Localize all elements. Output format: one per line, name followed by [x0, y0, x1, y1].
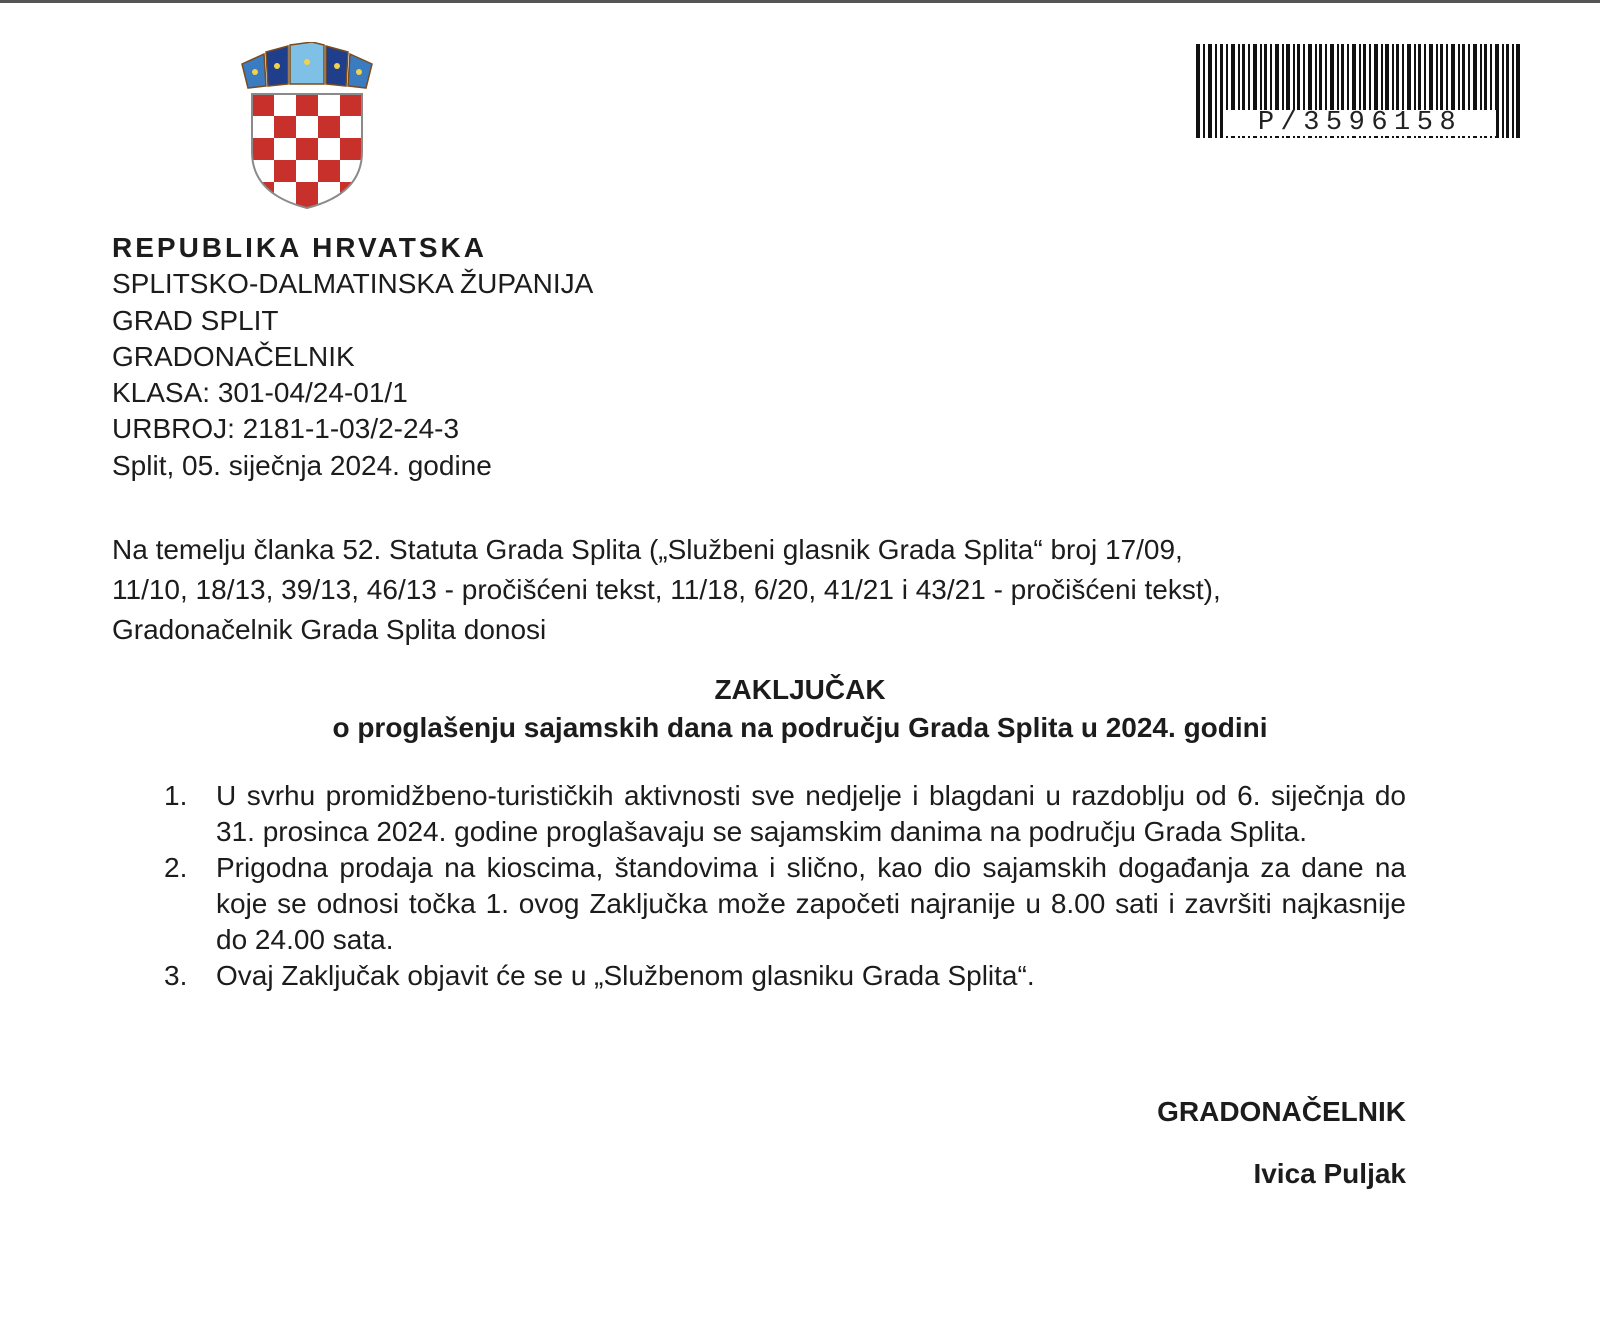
- item-text: Prigodna prodaja na kioscima, štandovima i slično, kao dio sajamskih događanja za dane na koje se odnosi točka 1. ovog Zaključka može započeti najranije u 8.00 sati i završiti najkasnije do 24.00 sata.: [216, 852, 1406, 955]
- place-date: Split, 05. siječnja 2024. godine: [112, 449, 492, 481]
- coat-of-arms-icon: [240, 42, 374, 212]
- document-title: ZAKLJUČAK: [714, 674, 886, 705]
- list-item: [112, 850, 1406, 958]
- document-subtitle: o proglašenju sajamskih dana na području Grada Splita u 2024. godini: [332, 712, 1268, 743]
- top-border: [0, 0, 1600, 3]
- signature-name: Ivica Puljak: [1253, 1158, 1406, 1189]
- document-header: [112, 230, 593, 484]
- county-name: SPLITSKO-DALMATINSKA ŽUPANIJA: [112, 268, 594, 300]
- item-number: 2.: [164, 852, 188, 883]
- barcode-number: P/3596158: [1224, 110, 1496, 136]
- office-name: GRADONAČELNIK: [112, 340, 355, 372]
- intro-line: Na temelju članka 52. Statuta Grada Splita („Službeni glasnik Grada Splita“ broj 17/09,: [112, 534, 1183, 565]
- signature-title: GRADONAČELNIK: [1157, 1096, 1406, 1127]
- intro-line: 11/10, 18/13, 39/13, 46/13 - pročišćeni tekst, 11/18, 6/20, 41/21 i 43/21 - pročišćeni tekst),: [112, 574, 1221, 605]
- conclusion-items: [112, 778, 1406, 994]
- item-number: 3.: [164, 960, 188, 991]
- intro-line: Gradonačelnik Grada Splita donosi: [112, 614, 547, 645]
- country-name: REPUBLIKA HRVATSKA: [112, 232, 487, 263]
- item-number: 1.: [164, 780, 188, 811]
- urbroj-number: URBROJ: 2181-1-03/2-24-3: [112, 413, 460, 445]
- klasa-number: KLASA: 301-04/24-01/1: [112, 377, 408, 409]
- intro-paragraph: [112, 530, 1412, 650]
- city-name: GRAD SPLIT: [112, 304, 279, 336]
- item-text: Ovaj Zaključak objavit će se u „Službenom glasniku Grada Splita“.: [216, 960, 1035, 991]
- list-item: [112, 778, 1406, 850]
- crown: [242, 42, 372, 88]
- item-text: U svrhu promidžbeno-turističkih aktivnosti sve nedjelje i blagdani u razdoblju od 6. siječnja do 31. prosinca 2024. godine proglašavaju se sajamskim danima na području Grada Splita.: [216, 780, 1406, 847]
- barcode: [1196, 44, 1520, 138]
- list-item: [112, 958, 1406, 994]
